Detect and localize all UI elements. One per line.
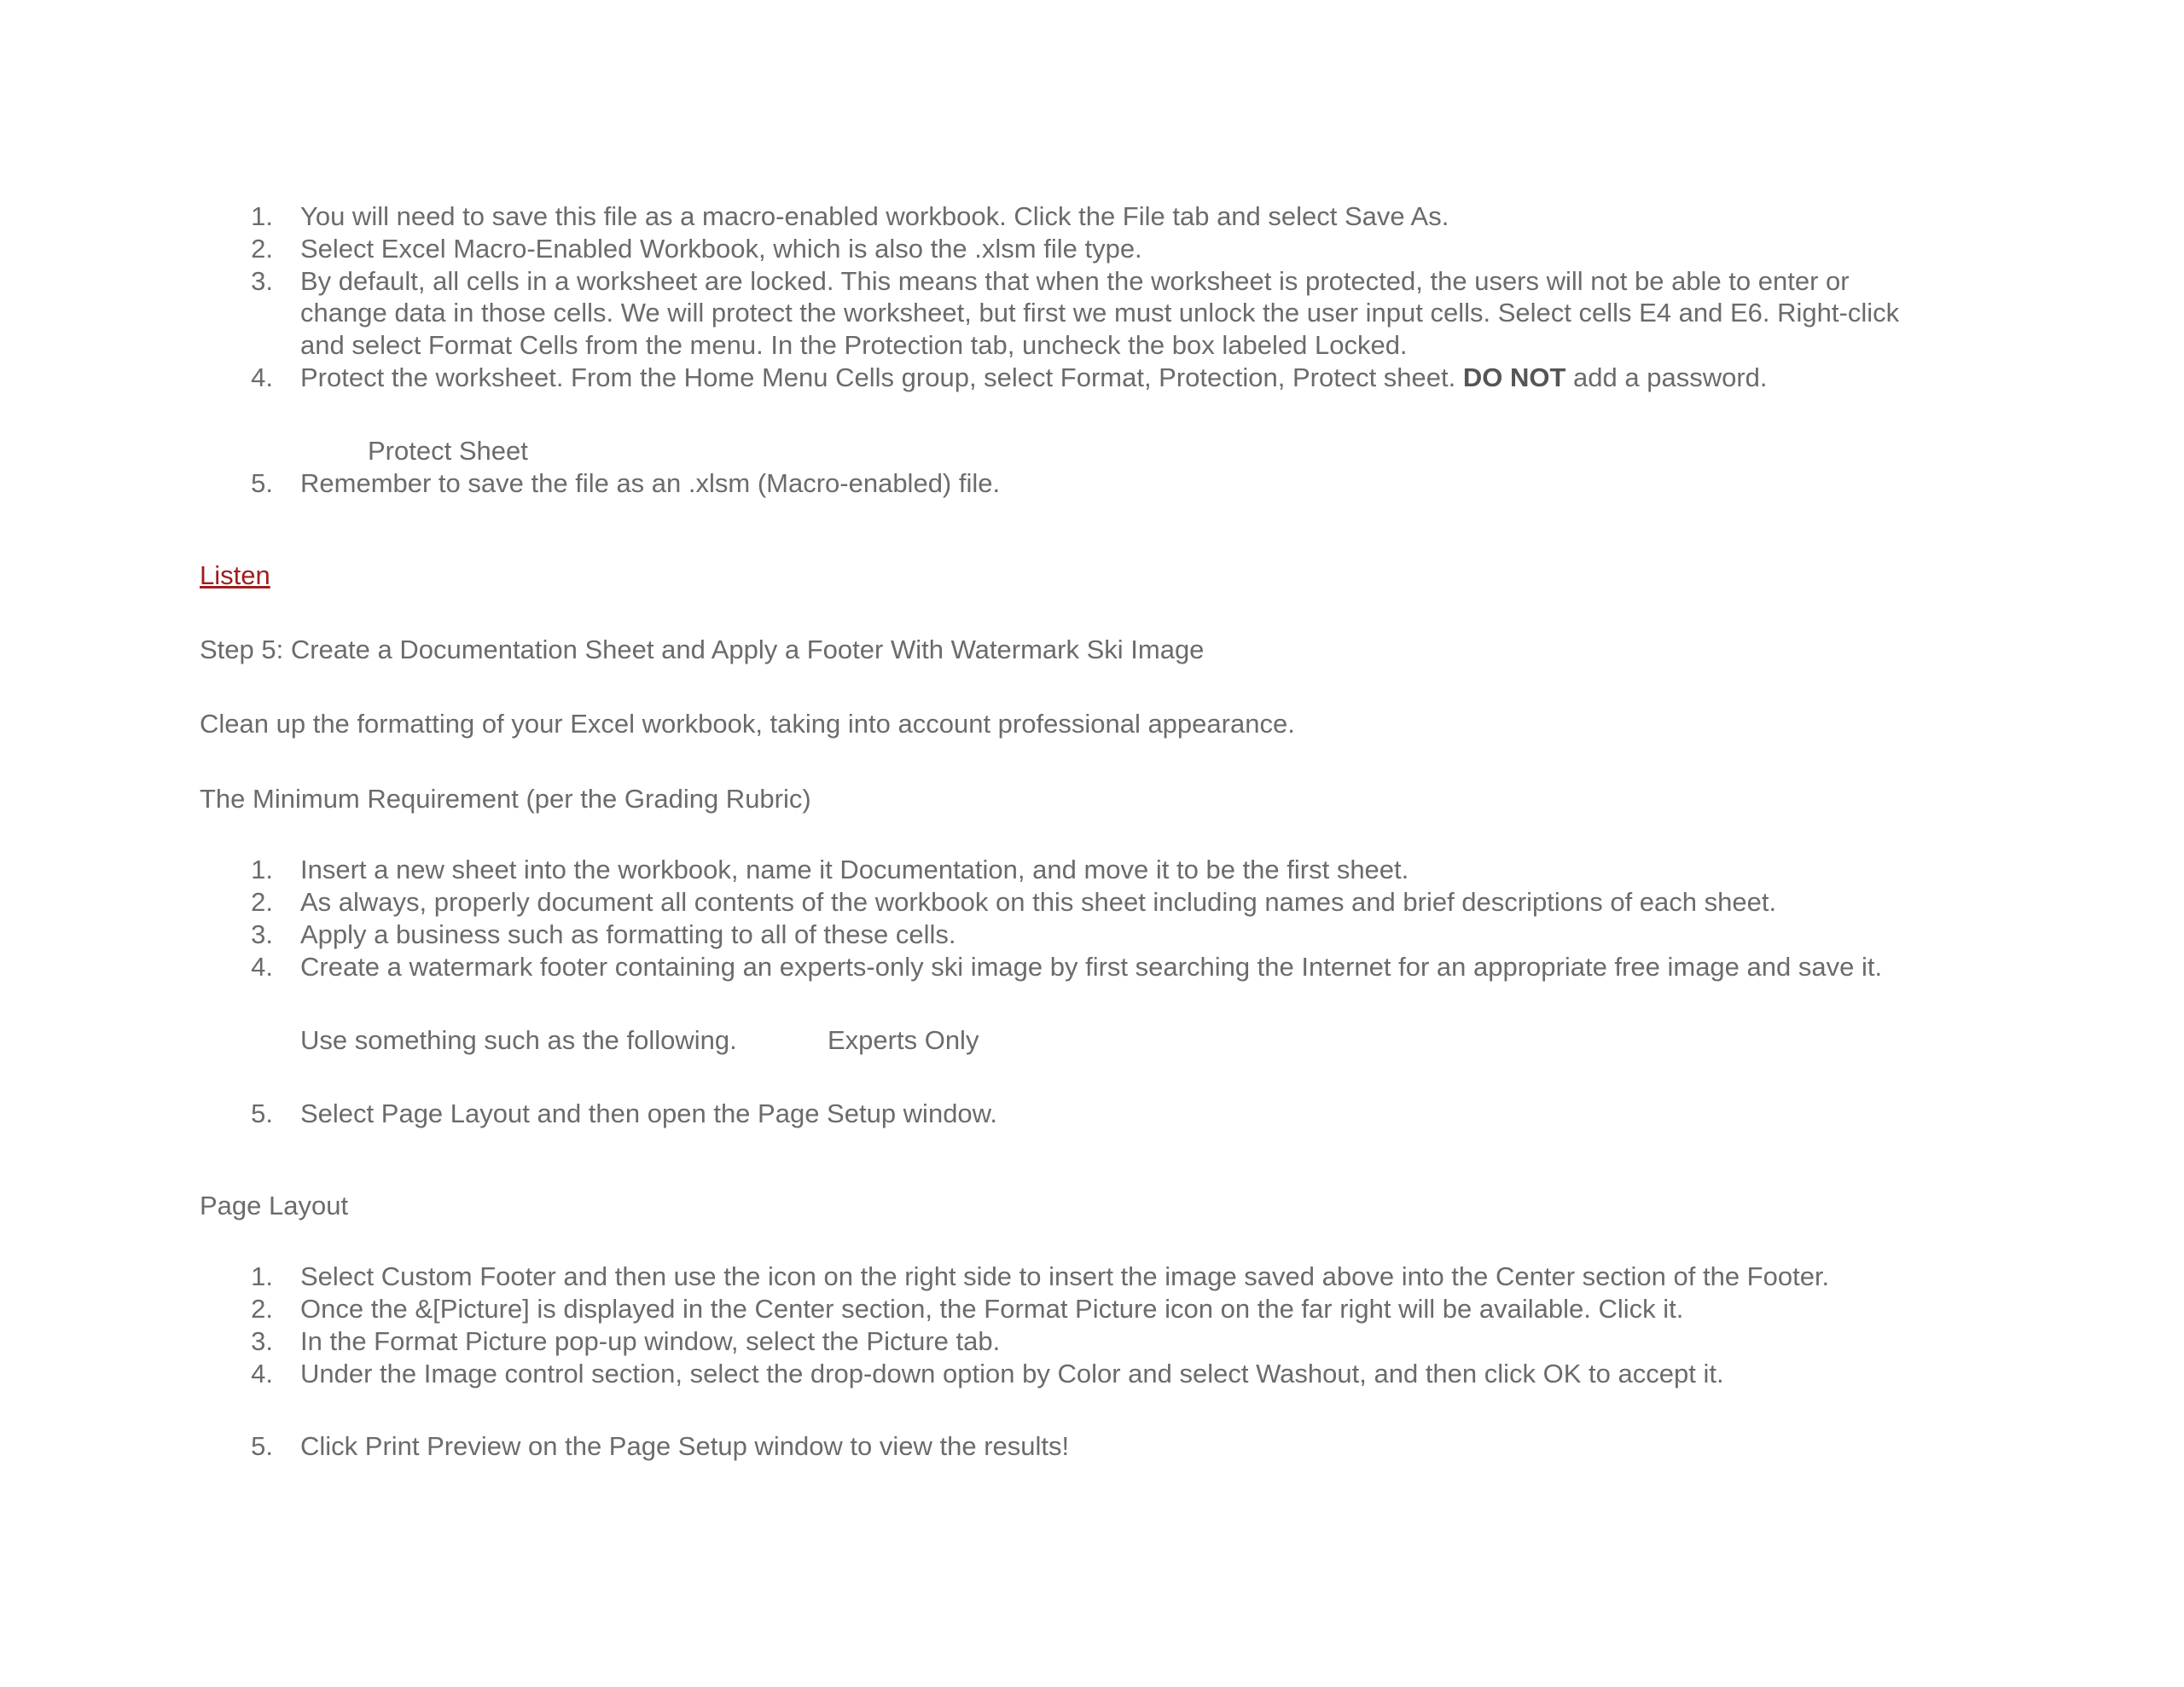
list-number: 2. (251, 887, 273, 917)
list-item-text (300, 362, 1768, 393)
list-item-text: Click Print Preview on the Page Setup window to view the results! (300, 1431, 1070, 1461)
list-number: 3. (251, 1326, 273, 1356)
list-item-text: Select Custom Footer and then use the icon on the right side to insert the image saved above into the Center section of the Footer. (300, 1261, 1830, 1291)
list-number: 2. (251, 1294, 273, 1324)
list-number: 3. (251, 266, 273, 296)
list-number: 4. (251, 1359, 273, 1388)
list-item-text: Once the &[Picture] is displayed in the Center section, the Format Picture icon on the far right will be available. Click it. (300, 1294, 1684, 1324)
list-number: 2. (251, 234, 273, 264)
list-number: 1. (251, 855, 273, 884)
list-item-text: As always, properly document all contents of the workbook on this sheet including names and brief descriptions of each sheet. (300, 887, 1777, 917)
text-after-bold: add a password. (1565, 362, 1768, 392)
use-something-text: Use something such as the following. (300, 1025, 737, 1055)
list-item-text-line3: and select Format Cells from the menu. In the Protection tab, uncheck the box labeled Locked. (300, 330, 1408, 360)
list-number: 5. (251, 1099, 273, 1128)
list-number: 5. (251, 468, 273, 498)
cleanup-paragraph: Clean up the formatting of your Excel workbook, taking into account professional appearance. (200, 709, 1295, 739)
list-number: 4. (251, 952, 273, 982)
protect-sheet-label: Protect Sheet (368, 436, 528, 466)
list-item-text: Insert a new sheet into the workbook, name it Documentation, and move it to be the first sheet. (300, 855, 1409, 884)
list-item-text: Apply a business such as formatting to all of these cells. (300, 919, 956, 949)
list-item-text: In the Format Picture pop-up window, select the Picture tab. (300, 1326, 1001, 1356)
list-number: 5. (251, 1431, 273, 1461)
list-item-text: Create a watermark footer containing an experts-only ski image by first searching the Internet for an appropriate free image and save it. (300, 952, 1883, 982)
list-item-text-line2: change data in those cells. We will protect the worksheet, but first we must unlock the user input cells. Select cells E4 and E6. Right-click (300, 298, 1900, 328)
list-item-text: Select Page Layout and then open the Page Setup window. (300, 1099, 997, 1128)
list-number: 3. (251, 919, 273, 949)
text-before-bold: Protect the worksheet. From the Home Menu Cells group, select Format, Protection, Protect sheet. (300, 362, 1463, 392)
list-item-text: Under the Image control section, select the drop-down option by Color and select Washout, and then click OK to accept it. (300, 1359, 1724, 1388)
do-not-emphasis: DO NOT (1462, 362, 1566, 392)
page-layout-heading: Page Layout (200, 1191, 349, 1220)
step5-heading: Step 5: Create a Documentation Sheet and Apply a Footer With Watermark Ski Image (200, 635, 1205, 664)
list-number: 4. (251, 362, 273, 392)
list-item-text: Select Excel Macro-Enabled Workbook, which is also the .xlsm file type. (300, 234, 1142, 264)
min-requirement-heading: The Minimum Requirement (per the Grading Rubric) (200, 784, 811, 814)
list-item-text: You will need to save this file as a macro-enabled workbook. Click the File tab and select Save As. (300, 201, 1449, 231)
list-number: 1. (251, 1261, 273, 1291)
list-item-text: Remember to save the file as an .xlsm (Macro-enabled) file. (300, 468, 1001, 498)
list-item-text-line1: By default, all cells in a worksheet are locked. This means that when the worksheet is protected, the users will not be able to enter or (300, 266, 1850, 296)
experts-only-label: Experts Only (828, 1025, 979, 1055)
list-number: 1. (251, 201, 273, 231)
listen-link[interactable]: Listen (200, 560, 270, 590)
